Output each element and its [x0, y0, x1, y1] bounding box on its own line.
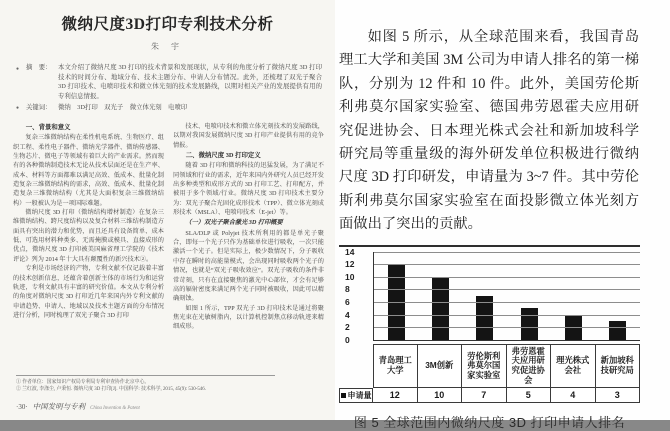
legend-label: 申请量: [347, 391, 372, 401]
table-corner-blank: [339, 344, 373, 389]
journal-name-en: China Invention & Patent: [90, 406, 140, 411]
footnotes: [16, 375, 275, 394]
paper-paragraph: 技术、电喷印技术和微立体光刻技术的发展路线，以期对我国发展微纳尺度 3D 打印产业提供有用的竞争情报。: [173, 123, 324, 149]
keywords-label: 关键词：: [26, 103, 52, 111]
subsection-heading: （一）双光子聚合激光 3D 打印概要: [185, 219, 283, 227]
value-cell: 3: [596, 388, 641, 403]
keywords-text: 微纳 3D打印 双光子 微立体光刻 电喷印: [58, 103, 188, 111]
category-cell: 弗劳恩霍夫应用研究促进协会: [507, 344, 552, 389]
value-cell: 5: [507, 388, 552, 403]
gridline: [374, 327, 640, 328]
keywords-row: [16, 103, 322, 114]
paper-column-right: [173, 122, 324, 352]
gridline: [374, 302, 640, 303]
legend-swatch-icon: [341, 393, 346, 398]
category-cell: 劳伦斯利弗莫尔国家实验室: [462, 344, 507, 389]
paper-paragraph: 微纳尺度 3D 打印（微纳结构增材制造）在复杂三维微纳结构、跨尺度结构以及复合材料三维结构制造方面具有突出的潜力和优势，而且还具有设备简单、成本低、可选用材料种类多、无需掩膜或模具、直接成形的优点，微纳尺度 3D 打印被美国麻省理工学院的《技术评论》列为 2014 年十大具有颠覆性的新兴技术②。: [13, 209, 164, 263]
y-tick-label: 2: [345, 322, 350, 333]
excerpt-panel: [335, 0, 670, 431]
chart-bar: [521, 308, 538, 339]
section-heading: 一、背景和意义: [25, 124, 71, 132]
category-cell: 新加坡科技研究局: [596, 344, 641, 389]
paper-author: 朱 宇: [151, 42, 184, 51]
chart-top-border: [339, 245, 640, 247]
gridline: [374, 277, 640, 278]
footnote: ① 作者单位：国家知识产权局专利局专利审查协作北京中心。: [16, 379, 150, 385]
y-tick-label: 12: [345, 259, 355, 270]
category-cell: 3M创新: [418, 344, 463, 389]
value-cell: 7: [462, 388, 507, 403]
paper-meta: [16, 63, 322, 114]
excerpt-paragraph: 如图 5 所示，从全球范围来看，我国青岛理工大学和美国 3M 公司为申请人排名的第一梯队，分别为 12 件和 10 件。此外，美国劳伦斯利弗莫尔国家实验室、德国弗劳恩霍夫应用研究促进协会、日本理光株式会社和新加坡科学研究局等重量级的海外研发单位积极进行微纳尺度 3D 打印研发，申请量为 3~7 件。其中劳伦斯利弗莫尔国家实验室在面投影微立体光刻方面做出了突出的贡献。: [339, 29, 639, 233]
section-heading: 二、微纳尺度 3D 打印定义: [185, 152, 261, 160]
y-tick-label: 8: [345, 284, 350, 295]
page-number: ·30·: [16, 403, 28, 411]
category-cell: 理光株式会社: [551, 344, 596, 389]
footnote: ② 兰红波, 李涤尘, 卢秉恒. 微纳尺度 3D 打印[J]. 中国科学: 技术科学, 2015, 45(9): 530-546.: [16, 387, 206, 393]
chart-bar: [609, 321, 626, 340]
value-cell: 10: [418, 388, 463, 403]
gridline: [374, 289, 640, 290]
abstract-row: [16, 63, 322, 102]
plot-area: [373, 252, 640, 341]
paper-paragraph: SLA/DLP 或 Polyjet 技术所利用的都是单光子聚合，即每一个光子只作为基础单位进行吸收，一次只能激活一个光子。但是实际上，极少数情况下，分子吸收中存在瞬时的高能量模式，会出现同时吸收两个光子的情况，也就是“双光子吸收效应”。双光子吸收的条件非常苛刻，只有在直接聚焦的激光中心部位，才会有足够高的辐射密度来满足两个光子同时被吸收，因此可以精确刻蚀。: [173, 229, 324, 303]
y-axis: [339, 246, 373, 345]
page-footer: [16, 401, 140, 412]
chart-bar: [432, 277, 449, 340]
paper-body: [0, 122, 335, 352]
value-cell: 12: [373, 388, 418, 403]
paper-page: [0, 0, 335, 420]
y-tick-label: 0: [345, 334, 350, 345]
abstract-text: 本文介绍了微纳尺度 3D 打印的技术背景和发展现状，从专利的角度分析了微纳尺度 3D 打印技术的时间分布、地域分布、技术主题分布、申请人分布情况。此外，还梳理了双光子聚合 3D 打印技术、电喷印技术和微立体光刻的技术发展路线，以期对相关产业的发展提供有用的专利信息情报。: [58, 64, 322, 101]
y-tick-label: 14: [345, 246, 355, 257]
value-cell: 4: [551, 388, 596, 403]
chart-plot-row: [339, 246, 640, 345]
y-tick-label: 10: [345, 271, 355, 282]
bar-chart: [339, 245, 640, 431]
legend-cell: [339, 388, 373, 403]
gridline: [374, 315, 640, 316]
category-cell: 青岛理工大学: [373, 344, 418, 389]
y-tick-label: 6: [345, 296, 350, 307]
bullet-icon: ●: [16, 66, 20, 72]
chart-caption: 图 5 全球范围内微纳尺度 3D 打印申请人排名: [353, 415, 626, 431]
abstract-label: 摘 要：: [26, 64, 52, 71]
gridline: [374, 264, 640, 265]
journal-name-cn: 中国发明与专利: [32, 402, 86, 411]
chart-table: [339, 344, 640, 404]
bullet-icon: ●: [16, 106, 20, 112]
paper-paragraph: 专利是市场经济的产物，专利文献不仅记载着丰富的技术创新信息，还蕴含着创新主体的市场行为和运营轨迹，专利文献具有丰富的研究价值。本文从专利分析的角度对微纳尺度 3D 打印近几年来国内外专利文献的申请趋势、申请人、地域以及技术主题方面的分布情况进行分析，同时梳理了双光子聚合 3D 打印: [13, 265, 164, 319]
y-tick-label: 4: [345, 309, 350, 320]
paper-paragraph: 复杂三维微纳结构在柔性机电系统、生物医疗、组织工程、柔性电子器件、微纳光学器件、微纳传感器、生物芯片、微电子等领域有着巨大的产业需求。然而现有的各种微纳制造技术无论从技术层面还是在生产率、成本、材料等方面都难以满足高效、低成本、批量化制造复杂三维微纳结构的需求，高效、低成本、批量化制造复杂三维微纳结构（尤其是大面积复杂三维微纳结构）一般被认为是一项国际难题。: [13, 134, 164, 207]
paper-column-left: [13, 122, 164, 352]
gridline: [374, 252, 640, 253]
paper-paragraph: 如图 1 所示，TPP 双光子 3D 打印技术是通过将聚焦光束在光敏树脂内，以计算机控制焦点移动轨迹来精细成形。: [173, 304, 324, 331]
paper-paragraph: 随着 3D 打印和微纳科技的迅猛发展，为了满足不同领域和行业的需求，近年来国内外研究人员已经开发出多种类型和成形方式的 3D 打印工艺、打印配方，并被用于多个领域/行业。微纳尺度 3D 打印技术主要分为：双光子聚合光固化成形技术（TPP）、微立体光刻成形技术（MSLA）、电喷印技术（E-jet）等。: [173, 162, 324, 217]
paper-title: 微纳尺度3D打印专利技术分析: [61, 16, 274, 33]
